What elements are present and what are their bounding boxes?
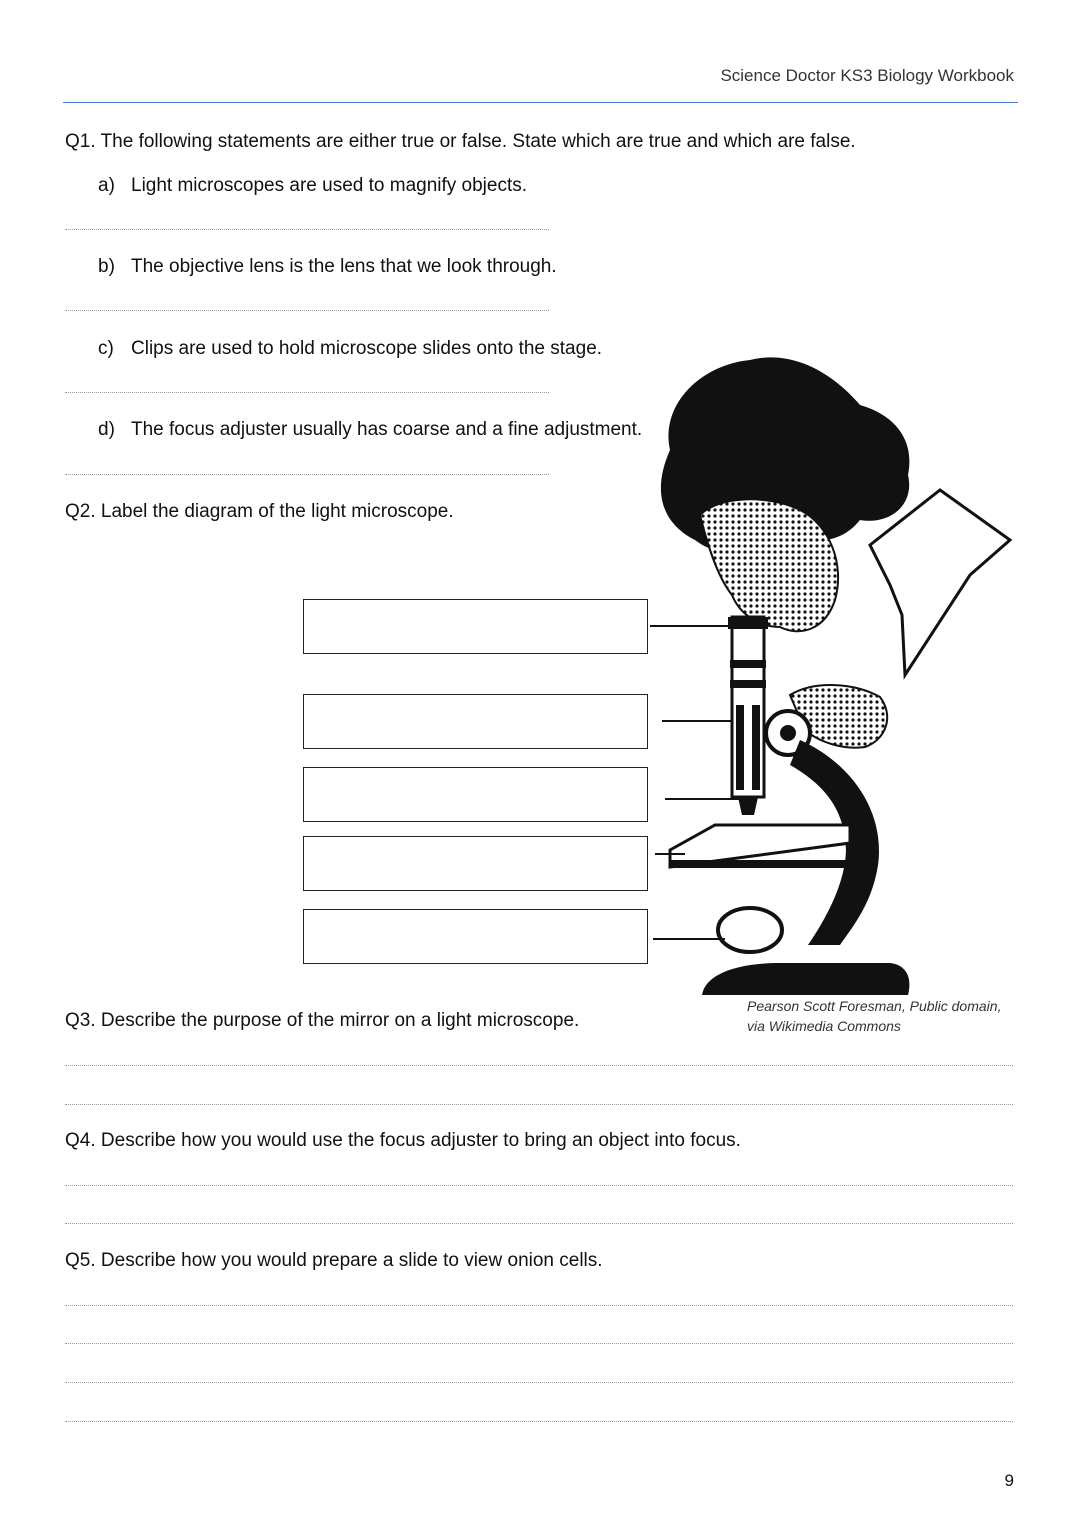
q1-item-d-text: The focus adjuster usually has coarse and a fine adjustment. [131,419,643,440]
q1-d-answer-line[interactable] [65,474,549,475]
leader-line-1 [650,625,732,627]
q1-prompt: Q1. The following statements are either true or false. State which are true and which are false. [65,131,856,152]
image-credit [747,996,1001,1036]
q4-answer-line-1[interactable] [65,1185,1013,1186]
q1-b-answer-line[interactable] [65,310,549,311]
microscope-illustration-icon [640,345,1020,1005]
label-box-5[interactable] [303,909,648,964]
q4-answer-line-2[interactable] [65,1223,1013,1224]
q1-item-b-text: The objective lens is the lens that we look through. [131,256,557,277]
q1-a-answer-line[interactable] [65,229,549,230]
page-number: 9 [1004,1471,1014,1490]
leader-line-2 [662,720,732,722]
leader-line-3 [665,798,745,800]
q3-answer-line-2[interactable] [65,1104,1013,1105]
q4-prompt: Q4. Describe how you would use the focus adjuster to bring an object into focus. [65,1130,741,1151]
q1-item-d-letter: d) [98,419,115,440]
image-credit-line-2: via Wikimedia Commons [747,1018,901,1034]
label-box-1[interactable] [303,599,648,654]
image-credit-line-1: Pearson Scott Foresman, Public domain, [747,998,1002,1014]
workbook-title: Science Doctor KS3 Biology Workbook [720,66,1014,85]
q1-item-b [98,256,557,278]
label-box-3[interactable] [303,767,648,822]
q1-item-c-letter: c) [98,338,114,359]
q1-item-b-letter: b) [98,256,115,277]
q5-answer-line-4[interactable] [65,1421,1013,1422]
q1-c-answer-line[interactable] [65,392,549,393]
q3-prompt: Q3. Describe the purpose of the mirror on a light microscope. [65,1010,580,1031]
q1-item-c [98,338,602,360]
q1-item-a-text: Light microscopes are used to magnify objects. [131,175,528,196]
q5-answer-line-3[interactable] [65,1382,1013,1383]
leader-line-4 [655,853,685,855]
q1-item-d [98,419,642,441]
label-box-2[interactable] [303,694,648,749]
q5-answer-line-1[interactable] [65,1305,1013,1306]
q3-answer-line-1[interactable] [65,1065,1013,1066]
leader-line-5 [653,938,725,940]
q5-answer-line-2[interactable] [65,1343,1013,1344]
q1-item-c-text: Clips are used to hold microscope slides onto the stage. [131,338,603,359]
q1-item-a-letter: a) [98,175,115,196]
q1-item-a [98,175,527,197]
label-box-4[interactable] [303,836,648,891]
header-rule [63,102,1018,103]
q2-prompt: Q2. Label the diagram of the light microscope. [65,501,454,522]
q5-prompt: Q5. Describe how you would prepare a slide to view onion cells. [65,1250,603,1271]
